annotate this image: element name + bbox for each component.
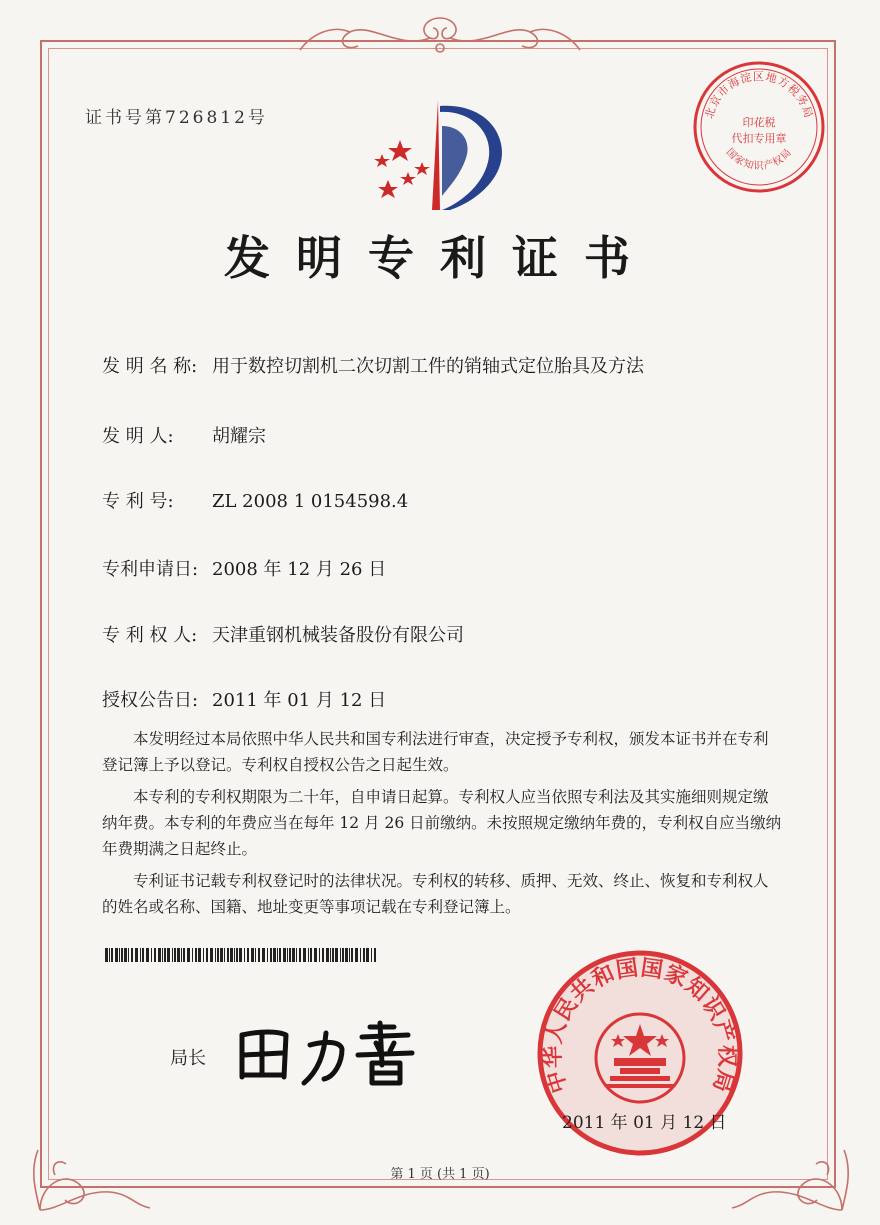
patent-office-emblem-icon [360, 92, 520, 222]
svg-text:北京市海淀区地方税务局: 北京市海淀区地方税务局 [702, 70, 816, 121]
field-label: 专 利 号: [102, 491, 174, 512]
field-value: 天津重钢机械装备股份有限公司 [212, 625, 464, 646]
body-paragraph: 本发明经过本局依照中华人民共和国专利法进行审查，决定授予专利权，颁发本证书并在专利登记簿上予以登记。专利权自授权公告之日起生效。 [102, 730, 769, 774]
field-inventor [102, 422, 266, 448]
field-label: 专利申请日: [102, 559, 199, 580]
field-announcement-date [102, 686, 386, 712]
director-signature-icon [230, 1005, 430, 1090]
field-invention-name [102, 352, 644, 378]
certificate-number: 证书号第726812号 [85, 108, 268, 128]
director-label: 局长 [170, 1048, 206, 1069]
certificate-title: 发明专利证书 [224, 231, 656, 285]
page-footer: 第 1 页 (共 1 页) [390, 1167, 490, 1182]
field-application-date [102, 555, 386, 581]
field-value: 2008 年 12 月 26 日 [212, 559, 387, 580]
svg-text:印花税: 印花税 [742, 116, 776, 129]
field-value: ZL 2008 1 0154598.4 [212, 491, 409, 512]
field-label: 授权公告日: [102, 690, 199, 711]
tax-stamp-icon [690, 58, 828, 196]
certificate-body [102, 726, 782, 926]
field-label: 发 明 人: [102, 426, 174, 447]
barcode-icon [105, 948, 377, 962]
field-value: 用于数控切割机二次切割工件的销轴式定位胎具及方法 [212, 356, 644, 377]
svg-text:国家知识产权局: 国家知识产权局 [723, 146, 795, 173]
svg-text:代扣专用章: 代扣专用章 [731, 132, 787, 145]
field-label: 专 利 权 人: [102, 625, 198, 646]
top-ornament-icon [290, 10, 590, 60]
field-label: 发 明 名 称: [102, 356, 198, 377]
field-value: 胡耀宗 [212, 426, 266, 447]
seal-date: 2011 年 01 月 12 日 [562, 1113, 727, 1133]
body-paragraph: 专利证书记载专利权登记时的法律状况。专利权的转移、质押、无效、终止、恢复和专利权人的姓名或名称、国籍、地址变更等事项记载在专利登记簿上。 [102, 872, 769, 916]
field-patent-number [102, 487, 408, 513]
body-paragraph: 本专利的专利权期限为二十年，自申请日起算。专利权人应当依照专利法及其实施细则规定缴纳年费。本专利的年费应当在每年 12 月 26 日前缴纳。未按照规定缴纳年费的，专利权自应当缴纳年费期满之日起终止。 [102, 788, 782, 858]
svg-text:中华人民共和国国家知识产权局: 中华人民共和国国家知识产权局 [540, 955, 740, 1096]
field-patentee [102, 621, 464, 647]
field-value: 2011 年 01 月 12 日 [212, 690, 387, 711]
